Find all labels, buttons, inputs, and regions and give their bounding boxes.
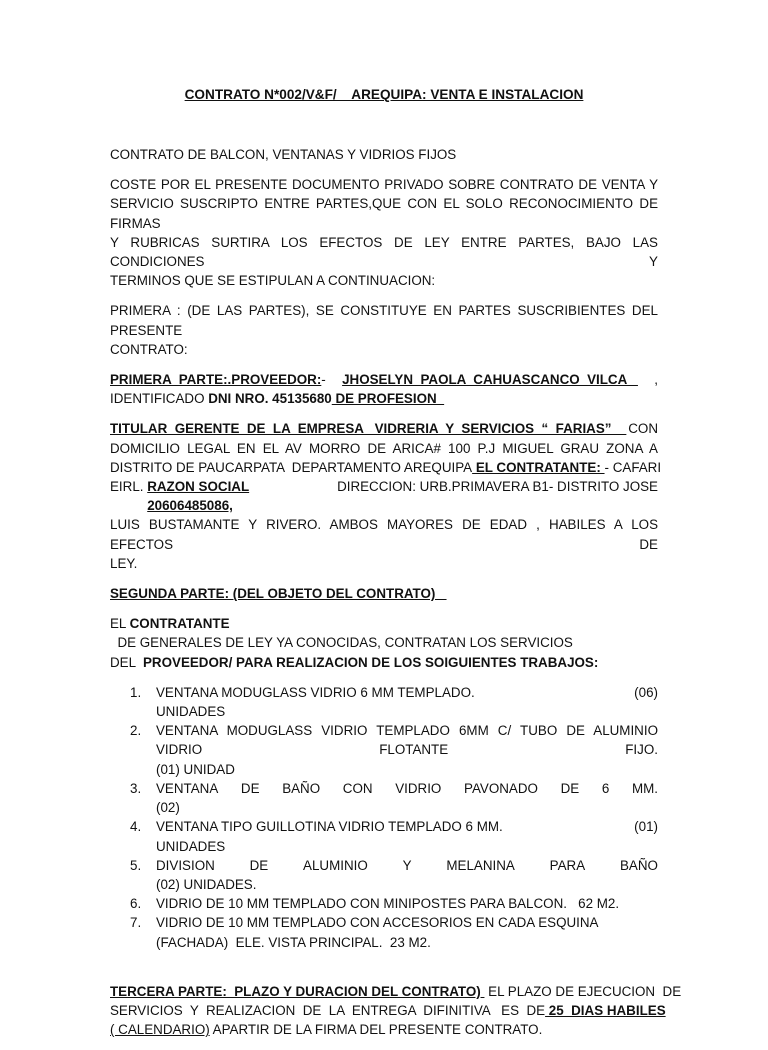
list-item: [110, 856, 658, 894]
titular-line-4b: DIRECCION: URB.PRIMAVERA B1- DISTRITO JOSE: [333, 479, 658, 495]
tercera-line-3: [110, 1020, 658, 1039]
item-word: ALUMINIO: [303, 857, 368, 873]
eirl-label: EIRL.: [110, 479, 148, 495]
item-word: PARA: [549, 857, 586, 873]
contract-title: CONTRATO N*002/V&F/ AREQUIPA: VENTA E INSTALACION: [184, 87, 584, 102]
segunda-del: DEL: [110, 654, 143, 670]
item-word: VIDRIO: [156, 742, 203, 758]
identificado-label: IDENTIFICADO: [110, 391, 209, 407]
tercera-line-2: [110, 1001, 666, 1020]
item-word: FIJO.: [625, 742, 658, 758]
profesion-label: DE PROFESION: [331, 391, 445, 407]
item-text: VENTANA MODUGLASS VIDRIO TEMPLADO 6MM C/ TUBO DE ALUMINIO: [156, 723, 658, 739]
parte1-line-2: [110, 389, 658, 408]
segunda-el: EL: [110, 616, 130, 632]
primera-paragraph: [110, 301, 658, 359]
contratante-label: EL CONTRATANTE:: [472, 459, 605, 475]
intro-line: CONTRATO DE BALCON, VENTANAS Y VIDRIOS FIJOS: [110, 147, 457, 162]
list-item: [110, 721, 658, 779]
list-item: [110, 683, 658, 721]
parte1-paragraph: [110, 370, 658, 408]
titular-line-5: LUIS BUSTAMANTE Y RIVERO. AMBOS MAYORES DE EDAD , HABILES A LOS EFECTOS DE: [110, 517, 658, 552]
parte1-dash: -: [321, 372, 326, 388]
item-number: 1.: [130, 684, 142, 700]
item-word: PAVONADO: [464, 780, 538, 796]
item-text: VIDRIO DE 10 MM TEMPLADO CON MINIPOSTES PARA BALCON. 62 M2.: [156, 896, 620, 912]
preamble-line-3: Y RUBRICAS SURTIRA LOS EFECTOS DE LEY ENTRE PARTES, BAJO LAS CONDICIONES Y: [110, 234, 658, 270]
titular-paragraph: [110, 419, 662, 573]
titular-line-2: DOMICILIO LEGAL EN EL AV MORRO DE ARICA# 100 P.J MIGUEL GRAU ZONA A: [110, 440, 658, 456]
item-word: VIDRIO: [395, 780, 442, 796]
item-qty: (06): [634, 684, 658, 700]
item-word: Y: [402, 857, 412, 873]
segunda-line-1: [110, 614, 658, 652]
item-text: VENTANA TIPO GUILLOTINA VIDRIO TEMPLADO 6 MM.: [156, 819, 503, 835]
item-number: 7.: [130, 915, 142, 931]
titular-con: CON: [628, 421, 658, 437]
segunda-paragraph: [110, 614, 658, 672]
provider-name: JHOSELYN PAOLA CAHUASCANCO VILCA: [342, 372, 638, 388]
preamble-paragraph: [110, 175, 658, 290]
titular-line-3: [110, 458, 662, 477]
item-number: 4.: [130, 819, 142, 835]
item-unit: (02): [156, 800, 180, 816]
segunda-proveedor: PROVEEDOR/ PARA REALIZACION DE LOS SOIGUIENTES TRABAJOS:: [143, 654, 599, 670]
item-text: VENTANA MODUGLASS VIDRIO 6 MM TEMPLADO.: [156, 684, 475, 700]
segunda-line-2: [110, 653, 658, 672]
preamble-line-2: SERVICIO SUSCRIPTO ENTRE PARTES,QUE CON EL SOLO RECONOCIMIENTO DE FIRMAS: [110, 196, 658, 231]
item-number: 5.: [130, 857, 142, 873]
tercera-heading: TERCERA PARTE: PLAZO Y DURACION DEL CONTRATO): [110, 983, 485, 999]
razon-social: RAZON SOCIAL 20606485086,: [147, 479, 250, 514]
item-word: BAÑO: [282, 780, 321, 796]
item-number: 3.: [130, 780, 142, 796]
item-unit: (FACHADA) ELE. VISTA PRINCIPAL. 23 M2.: [156, 934, 431, 950]
item-word: DE: [240, 780, 260, 796]
works-list: [110, 683, 658, 952]
item-word: VENTANA: [156, 780, 219, 796]
titular-line-1: [110, 419, 658, 438]
tercera-line-3b: APARTIR DE LA FIRMA DEL PRESENTE CONTRATO.: [209, 1022, 543, 1038]
calendario-label: ( CALENDARIO): [110, 1022, 210, 1038]
parte1-comma: ,: [654, 372, 658, 388]
primera-line-1: PRIMERA : (DE LAS PARTES), SE CONSTITUYE EN PARTES SUSCRIBIENTES DEL PRESENTE: [110, 303, 658, 338]
item-text: VIDRIO DE 10 MM TEMPLADO CON ACCESORIOS EN CADA ESQUINA: [156, 915, 599, 931]
list-item: [110, 817, 658, 855]
contract-body: [110, 145, 682, 1050]
item-number: 2.: [130, 723, 142, 739]
titular-line-6: LEY.: [110, 555, 138, 571]
preamble-line-4: TERMINOS QUE SE ESTIPULAN A CONTINUACION:: [110, 273, 436, 289]
segunda-heading: [110, 584, 658, 603]
titular-line-3b: - CAFARI: [604, 459, 662, 475]
tercera-line-1b: EL PLAZO DE EJECUCION DE: [484, 983, 682, 999]
item-qty: (01): [634, 819, 658, 835]
list-item: [110, 913, 658, 951]
item-word: DE: [249, 857, 269, 873]
item-word: FLOTANTE: [379, 742, 449, 758]
list-item: [110, 894, 658, 913]
item-word: MM.: [631, 780, 658, 796]
segunda-contratante: CONTRATANTE: [129, 616, 230, 632]
segunda-line-1b: DE GENERALES DE LEY YA CONOCIDAS, CONTRATAN LOS SERVICIOS: [110, 635, 573, 651]
titular-line-4: [110, 477, 658, 515]
tercera-line-1: [110, 982, 682, 1001]
tercera-line-2a: SERVICIOS Y REALIZACION DE LA ENTREGA DIFINITIVA ES DE: [110, 1002, 546, 1018]
item-word: CON: [342, 780, 373, 796]
preamble-line-1: COSTE POR EL PRESENTE DOCUMENTO PRIVADO SOBRE CONTRATO DE VENTA Y: [110, 177, 658, 193]
item-word: DE: [560, 780, 580, 796]
list-item: [110, 779, 658, 817]
dni-number: DNI NRO. 45135680: [208, 391, 332, 407]
item-word: BAÑO: [619, 857, 658, 873]
item-unit: UNIDADES: [156, 838, 226, 854]
primera-line-2: CONTRATO:: [110, 341, 188, 357]
parte1-label: PRIMERA PARTE:.PROVEEDOR:: [110, 372, 322, 388]
item-word: MELANINA: [446, 857, 515, 873]
dias-habiles: 25 DIAS HABILES: [545, 1002, 666, 1018]
segunda-heading-text: SEGUNDA PARTE: (DEL OBJETO DEL CONTRATO): [110, 586, 447, 602]
item-word: DIVISION: [156, 857, 215, 873]
item-word: 6: [601, 780, 610, 796]
item-unit: (02) UNIDADES.: [156, 876, 257, 892]
parte1-line-1: [110, 370, 658, 389]
item-number: 6.: [130, 896, 142, 912]
tercera-paragraph: [110, 982, 682, 1040]
item-unit: (01) UNIDAD: [156, 761, 235, 777]
titular-line-3a: DISTRITO DE PAUCARPATA DEPARTAMENTO AREQUIPA: [110, 459, 473, 475]
item-unit: UNIDADES: [156, 704, 226, 720]
titular-label: TITULAR GERENTE DE LA EMPRESA VIDRERIA Y SERVICIOS “ FARIAS”: [110, 421, 627, 437]
